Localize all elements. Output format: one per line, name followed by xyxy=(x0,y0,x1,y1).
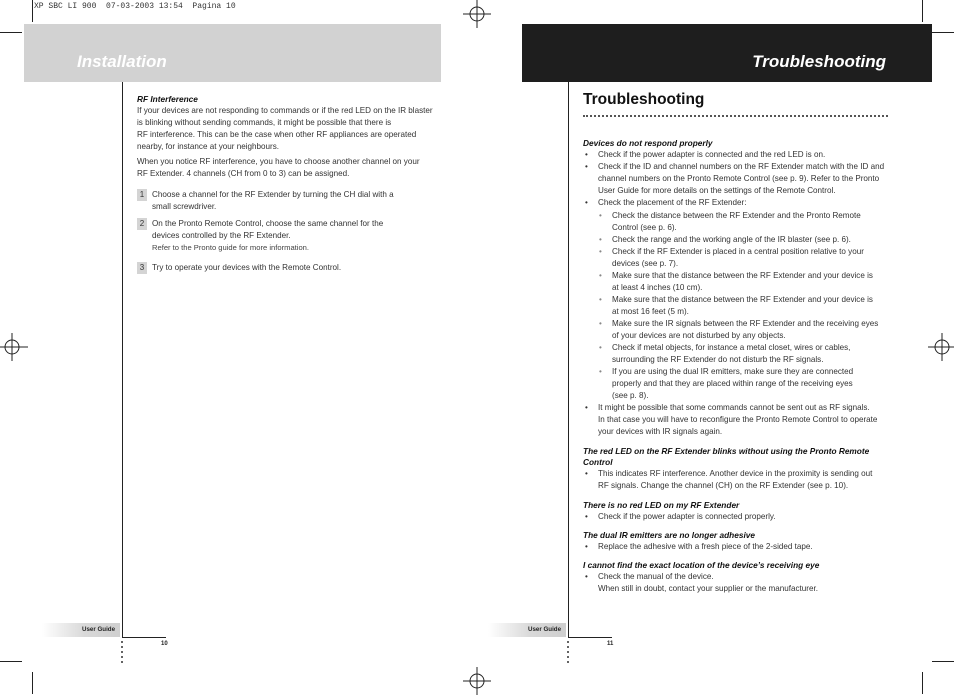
text-line: On the Pronto Remote Control, choose the same channel for the xyxy=(152,219,384,228)
page-number: 11 xyxy=(607,641,614,647)
text-line: (see p. 8). xyxy=(612,391,649,400)
footer-label: User Guide xyxy=(82,626,116,633)
text-line: Try to operate your devices with the Remote Control. xyxy=(152,263,342,272)
registration-mark xyxy=(463,0,491,28)
bullet-item: • Check if the power adapter is connected properly. xyxy=(583,511,888,523)
rf-paragraph-2 xyxy=(137,156,447,180)
registration-mark xyxy=(463,667,491,695)
faq-heading: The dual IR emitters are no longer adhesive xyxy=(583,530,755,540)
step-text xyxy=(152,218,437,242)
text-line: • Make sure that the distance between the RF Extender and your device is xyxy=(612,295,873,304)
text-line: RF signals. Change the channel (CH) on the RF Extender (see p. 10). xyxy=(598,481,849,490)
text-line: Control xyxy=(583,457,613,467)
bullet-item xyxy=(583,402,888,438)
text-line: RF Extender. 4 channels (CH from 0 to 3) can be assigned. xyxy=(137,169,350,178)
section-title: Troubleshooting xyxy=(583,91,705,108)
footer-dots xyxy=(121,641,123,666)
text-line: your devices with IR signals again. xyxy=(598,427,723,436)
text-line: • Check the distance between the RF Extender and the Pronto Remote xyxy=(612,211,861,220)
faq-red-led-blinks xyxy=(583,446,888,492)
faq-heading: Devices do not respond properly xyxy=(583,138,713,148)
text-line: If your devices are not responding to commands or if the red LED on the IR blaster xyxy=(137,106,433,115)
crop-mark xyxy=(0,32,22,33)
faq-emitters-not-adhesive xyxy=(583,530,888,553)
registration-mark xyxy=(0,333,28,361)
step-2 xyxy=(137,218,437,253)
footer-dots xyxy=(567,641,569,666)
step-note: Refer to the Pronto guide for more information. xyxy=(152,243,310,252)
crop-mark xyxy=(932,661,954,662)
text-line: • It might be possible that some commands cannot be sent out as RF signals. xyxy=(598,403,870,412)
text-line: Choose a channel for the RF Extender by turning the CH dial with a xyxy=(152,190,394,199)
bullet-item xyxy=(583,468,888,492)
footer-label: User Guide xyxy=(528,626,562,633)
text-line: RF interference. This can be the case when other RF appliances are operated xyxy=(137,130,417,139)
text-line: small screwdriver. xyxy=(152,202,217,211)
faq-devices-not-responding xyxy=(583,138,888,438)
sub-bullet-item xyxy=(583,294,888,318)
text-line: at most 16 feet (5 m). xyxy=(612,307,689,316)
faq-no-red-led xyxy=(583,500,888,523)
text-line: • If you are using the dual IR emitters, make sure they are connected xyxy=(612,367,854,376)
crop-mark xyxy=(32,672,33,694)
troubleshooting-title: Troubleshooting xyxy=(752,52,886,71)
text-line: properly and that they are placed within range of the receiving eyes xyxy=(612,379,853,388)
text-line: • This indicates RF interference. Another device in the proximity is sending out xyxy=(598,469,873,478)
sub-bullet-item xyxy=(583,234,888,246)
bullet-item xyxy=(583,161,888,197)
text-line: • Check if metal objects, for instance a metal closet, wires or cables, xyxy=(612,343,851,352)
sub-bullet-item xyxy=(583,366,888,402)
footer-rule xyxy=(122,637,166,638)
text-line: devices controlled by the RF Extender. xyxy=(152,231,291,240)
installation-header-band xyxy=(24,24,441,82)
troubleshooting-header-band xyxy=(522,24,932,82)
sub-bullet-item xyxy=(583,270,888,294)
step-number: 2 xyxy=(137,218,147,230)
text-line: User Guide for more details on the settings of the Remote Control. xyxy=(598,186,836,195)
sub-bullet-item xyxy=(583,210,888,234)
left-page-rule xyxy=(122,82,123,638)
sub-bullet-item xyxy=(583,318,888,342)
right-page-rule xyxy=(568,82,569,638)
text-line: • Make sure that the distance between the RF Extender and your device is xyxy=(612,271,873,280)
text-line: When you notice RF interference, you have to choose another channel on your xyxy=(137,157,420,166)
bullet-item: • Check the manual of the device. xyxy=(583,571,888,583)
faq-receiving-eye xyxy=(583,560,888,595)
text-line: • Check if the RF Extender is placed in a central position relative to your xyxy=(612,247,864,256)
text-line: surrounding the RF Extender do not disturb the RF signals. xyxy=(612,355,824,364)
text-line: Control (see p. 6). xyxy=(612,223,677,232)
sub-bullet-item xyxy=(583,246,888,270)
text-line: channel numbers on the Pronto Remote Control (see p. 9). Refer to the Pronto xyxy=(598,174,880,183)
text-line: is blinking without sending commands, it might be possible that there is xyxy=(137,118,392,127)
step-number: 1 xyxy=(137,189,147,201)
text-line: at least 4 inches (10 cm). xyxy=(612,283,703,292)
dotted-rule xyxy=(583,115,888,117)
footer-rule xyxy=(568,637,612,638)
text-line: • Make sure the IR signals between the RF Extender and the receiving eyes xyxy=(612,319,879,328)
registration-mark xyxy=(928,333,954,361)
faq-heading: I cannot find the exact location of the device’s receiving eye xyxy=(583,560,820,570)
bullet-item: • Replace the adhesive with a fresh piece of the 2-sided tape. xyxy=(583,541,888,553)
text-line: nearby, for instance at your neighbours. xyxy=(137,142,280,151)
step-text xyxy=(152,189,437,213)
rf-paragraph-1 xyxy=(137,105,447,153)
crop-mark xyxy=(922,672,923,694)
faq-heading: There is no red LED on my RF Extender xyxy=(583,500,740,510)
step-number: 3 xyxy=(137,262,147,274)
installation-title: Installation xyxy=(77,52,167,71)
crop-mark xyxy=(32,0,33,22)
text-line: The red LED on the RF Extender blinks without using the Pronto Remote xyxy=(583,446,870,456)
step-1 xyxy=(137,189,437,213)
step-3 xyxy=(137,262,437,274)
sub-bullet-item xyxy=(583,342,888,366)
print-header: XP SBC LI 900 07-03-2003 13:54 Pagina 10 xyxy=(34,2,236,11)
text-line: devices (see p. 7). xyxy=(612,259,679,268)
bullet-item: • Check the placement of the RF Extender: xyxy=(583,197,888,209)
text-line: • Check if the ID and channel numbers on the RF Extender match with the ID and xyxy=(598,162,885,171)
text-line: of your devices are not disturbed by any objects. xyxy=(612,331,786,340)
crop-mark xyxy=(0,661,22,662)
crop-mark xyxy=(932,32,954,33)
bullet-item: • Check if the power adapter is connected and the red LED is on. xyxy=(583,149,888,161)
step-text xyxy=(152,262,437,274)
rf-interference-heading: RF Interference xyxy=(137,94,198,104)
text-line: • Check the range and the working angle of the IR blaster (see p. 6). xyxy=(612,235,851,244)
faq-heading xyxy=(583,446,888,468)
text-line: In that case you will have to reconfigure the Pronto Remote Control to operate xyxy=(598,415,878,424)
continuation-text: When still in doubt, contact your supplier or the manufacturer. xyxy=(598,584,818,593)
crop-mark xyxy=(922,0,923,22)
page-number: 10 xyxy=(161,641,168,647)
